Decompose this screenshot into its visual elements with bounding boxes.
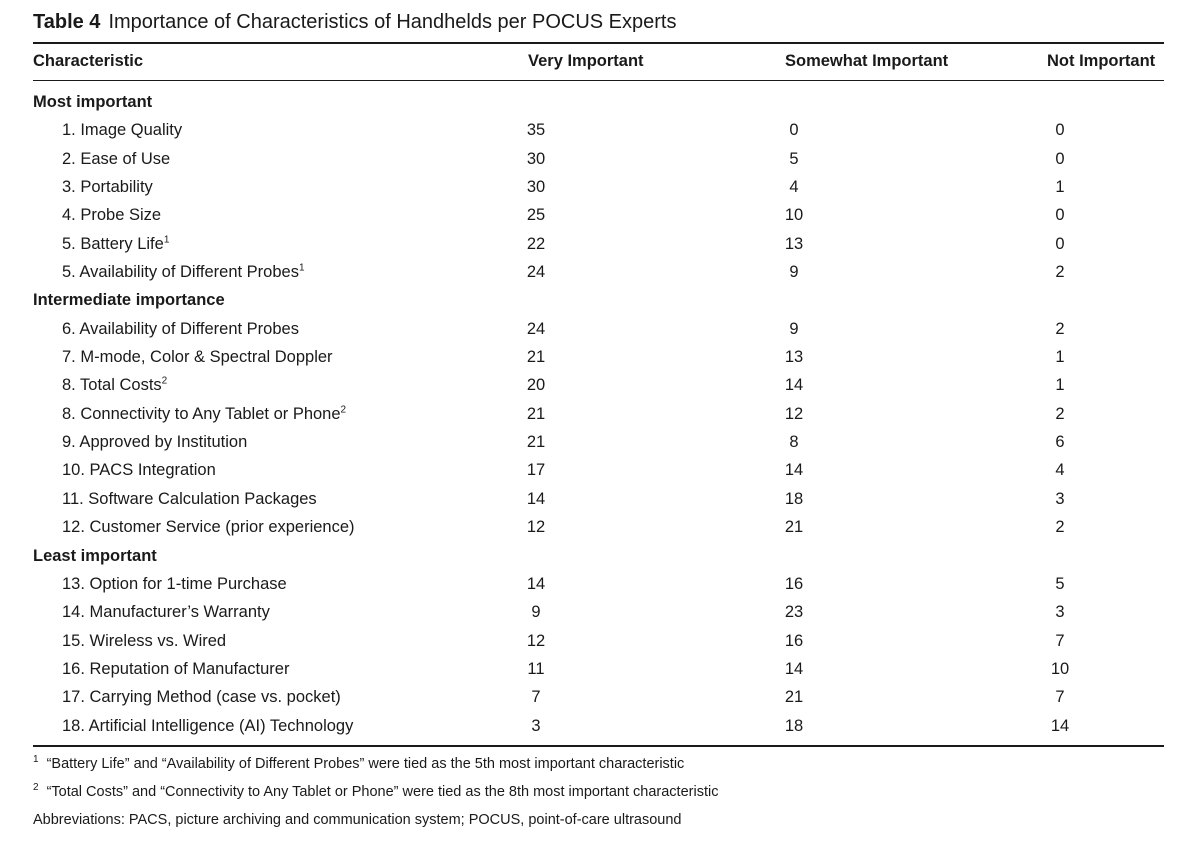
table-row xyxy=(0,712,1200,740)
characteristic-cell xyxy=(62,116,182,144)
not-important-cell: 7 xyxy=(1055,688,1065,707)
table-row xyxy=(0,201,1200,229)
not-important-cell: 7 xyxy=(1055,631,1065,650)
very-important-cell: 12 xyxy=(526,518,546,537)
somewhat-important-cell: 21 xyxy=(784,518,804,537)
very-important-cell: 9 xyxy=(531,603,541,622)
somewhat-important-cell: 21 xyxy=(784,688,804,707)
section-label xyxy=(33,542,157,570)
somewhat-important-cell: 18 xyxy=(784,716,804,735)
characteristic-cell xyxy=(62,201,161,229)
very-important-cell: 21 xyxy=(526,348,546,367)
somewhat-important-cell: 16 xyxy=(784,574,804,593)
somewhat-important-cell: 18 xyxy=(784,489,804,508)
table-row xyxy=(0,513,1200,541)
characteristic-cell xyxy=(62,428,247,456)
not-important-cell: 0 xyxy=(1055,149,1065,168)
table-row xyxy=(0,315,1200,343)
footnote-marker: 1 xyxy=(163,234,170,246)
footnote-2-mark: 2 xyxy=(33,782,39,794)
table-row xyxy=(0,116,1200,144)
very-important-cell: 12 xyxy=(526,631,546,650)
table-row xyxy=(0,428,1200,456)
characteristic-text: Most important xyxy=(33,93,153,111)
table-row xyxy=(0,400,1200,428)
header-very-important: Very Important xyxy=(528,52,644,70)
not-important-cell: 2 xyxy=(1055,518,1065,537)
somewhat-important-cell: 12 xyxy=(784,404,804,423)
very-important-cell: 17 xyxy=(526,461,546,480)
header-somewhat-important: Somewhat Important xyxy=(785,52,949,70)
characteristic-cell xyxy=(62,485,317,513)
table-row xyxy=(0,570,1200,598)
table-label: Table 4 xyxy=(33,11,101,33)
somewhat-important-cell: 10 xyxy=(784,206,804,225)
not-important-cell: 3 xyxy=(1055,489,1065,508)
characteristic-text: 6. Availability of Different Probes xyxy=(62,319,299,338)
header-rule xyxy=(33,80,1164,81)
characteristic-cell xyxy=(62,173,153,201)
characteristic-cell xyxy=(62,513,355,541)
not-important-cell: 2 xyxy=(1055,319,1065,338)
characteristic-text: 4. Probe Size xyxy=(62,206,162,225)
characteristic-text: 13. Option for 1-time Purchase xyxy=(62,574,287,593)
characteristic-cell xyxy=(62,655,289,683)
characteristic-text: 3. Portability xyxy=(62,178,153,197)
characteristic-cell xyxy=(62,145,170,173)
characteristic-text: 9. Approved by Institution xyxy=(62,433,248,452)
characteristic-cell xyxy=(62,683,341,711)
table-row xyxy=(0,456,1200,484)
somewhat-important-cell: 23 xyxy=(784,603,804,622)
somewhat-important-cell: 9 xyxy=(789,319,799,338)
not-important-cell: 4 xyxy=(1055,461,1065,480)
very-important-cell: 3 xyxy=(531,716,541,735)
very-important-cell: 20 xyxy=(526,376,546,395)
very-important-cell: 24 xyxy=(526,263,546,282)
section-label xyxy=(33,88,152,116)
somewhat-important-cell: 14 xyxy=(784,461,804,480)
footnote-marker: 2 xyxy=(161,375,168,387)
footnote-marker: 2 xyxy=(340,404,347,416)
characteristic-cell xyxy=(62,343,333,371)
not-important-cell: 1 xyxy=(1055,376,1065,395)
section-row xyxy=(0,286,1200,314)
characteristic-text: 2. Ease of Use xyxy=(62,149,171,168)
table-row xyxy=(0,485,1200,513)
very-important-cell: 14 xyxy=(526,489,546,508)
characteristic-text: 8. Connectivity to Any Tablet or Phone xyxy=(62,404,341,423)
characteristic-text: 15. Wireless vs. Wired xyxy=(62,631,227,650)
characteristic-text: 16. Reputation of Manufacturer xyxy=(62,659,290,678)
not-important-cell: 2 xyxy=(1055,263,1065,282)
header-characteristic: Characteristic xyxy=(33,52,144,70)
table-row xyxy=(0,258,1200,286)
very-important-cell: 14 xyxy=(526,574,546,593)
somewhat-important-cell: 4 xyxy=(789,178,799,197)
characteristic-text: Least important xyxy=(33,546,157,565)
table-row xyxy=(0,371,1200,399)
somewhat-important-cell: 9 xyxy=(789,263,799,282)
very-important-cell: 21 xyxy=(526,404,546,423)
not-important-cell: 1 xyxy=(1055,348,1065,367)
somewhat-important-cell: 8 xyxy=(789,433,799,452)
footnote-marker: 1 xyxy=(298,262,305,274)
table-row xyxy=(0,343,1200,371)
abbreviations-note: Abbreviations: PACS, picture archiving and communication system; POCUS, point-of-care ultrasound xyxy=(33,812,682,828)
characteristic-text: 18. Artificial Intelligence (AI) Technology xyxy=(62,716,354,735)
characteristic-cell xyxy=(62,371,167,399)
very-important-cell: 7 xyxy=(531,688,541,707)
bottom-rule xyxy=(33,745,1164,747)
somewhat-important-cell: 14 xyxy=(784,376,804,395)
very-important-cell: 35 xyxy=(526,121,546,140)
section-row xyxy=(0,88,1200,116)
somewhat-important-cell: 13 xyxy=(784,348,804,367)
not-important-cell: 2 xyxy=(1055,404,1065,423)
characteristic-text: 11. Software Calculation Packages xyxy=(62,489,317,508)
top-rule xyxy=(33,42,1164,44)
characteristic-cell xyxy=(62,456,216,484)
table-row xyxy=(0,145,1200,173)
table-footnotes xyxy=(33,750,718,834)
characteristic-text: 5. Battery Life xyxy=(62,234,164,253)
very-important-cell: 25 xyxy=(526,206,546,225)
characteristic-cell xyxy=(62,570,287,598)
characteristic-cell xyxy=(62,627,226,655)
characteristic-text: 8. Total Costs xyxy=(62,376,162,395)
very-important-cell: 22 xyxy=(526,234,546,253)
very-important-cell: 21 xyxy=(526,433,546,452)
characteristic-cell xyxy=(62,712,353,740)
very-important-cell: 30 xyxy=(526,178,546,197)
section-row xyxy=(0,542,1200,570)
table-title: Importance of Characteristics of Handhelds per POCUS Experts xyxy=(108,11,677,33)
characteristic-text: 14. Manufacturer’s Warranty xyxy=(62,603,270,622)
not-important-cell: 0 xyxy=(1055,234,1065,253)
characteristic-cell xyxy=(62,230,169,258)
footnote-1 xyxy=(33,750,718,778)
table-row xyxy=(0,655,1200,683)
table-row xyxy=(0,683,1200,711)
table-row xyxy=(0,173,1200,201)
table-body xyxy=(0,88,1200,740)
very-important-cell: 30 xyxy=(526,149,546,168)
characteristic-cell xyxy=(62,258,305,286)
somewhat-important-cell: 13 xyxy=(784,234,804,253)
characteristic-text: 10. PACS Integration xyxy=(62,461,216,480)
characteristic-text: 17. Carrying Method (case vs. pocket) xyxy=(62,688,341,707)
characteristic-text: Intermediate importance xyxy=(33,291,225,310)
not-important-cell: 0 xyxy=(1055,206,1065,225)
table-caption xyxy=(33,8,676,36)
table-row xyxy=(0,627,1200,655)
footnote-1-mark: 1 xyxy=(33,754,39,766)
table-row xyxy=(0,230,1200,258)
not-important-cell: 14 xyxy=(1050,716,1070,735)
characteristic-cell xyxy=(62,400,346,428)
characteristic-cell xyxy=(62,598,270,626)
somewhat-important-cell: 5 xyxy=(789,149,799,168)
very-important-cell: 24 xyxy=(526,319,546,338)
footnote-2-text: “Total Costs” and “Connectivity to Any Tablet or Phone” were tied as the 8th most important characteristic xyxy=(46,784,719,800)
not-important-cell: 0 xyxy=(1055,121,1065,140)
characteristic-text: 12. Customer Service (prior experience) xyxy=(62,518,355,537)
header-not-important: Not Important xyxy=(1047,52,1156,70)
somewhat-important-cell: 16 xyxy=(784,631,804,650)
section-label xyxy=(33,286,225,314)
very-important-cell: 11 xyxy=(527,659,545,678)
characteristic-text: 5. Availability of Different Probes xyxy=(62,263,299,282)
footnote-1-text: “Battery Life” and “Availability of Different Probes” were tied as the 5th most important characteristic xyxy=(46,756,685,772)
table-row xyxy=(0,598,1200,626)
not-important-cell: 3 xyxy=(1055,603,1065,622)
not-important-cell: 6 xyxy=(1055,433,1065,452)
somewhat-important-cell: 14 xyxy=(784,659,804,678)
somewhat-important-cell: 0 xyxy=(789,121,799,140)
not-important-cell: 5 xyxy=(1055,574,1065,593)
not-important-cell: 1 xyxy=(1055,178,1065,197)
footnote-2 xyxy=(33,778,718,806)
characteristic-text: 7. M-mode, Color & Spectral Doppler xyxy=(62,348,333,367)
not-important-cell: 10 xyxy=(1050,659,1070,678)
characteristic-cell xyxy=(62,315,299,343)
characteristic-text: 1. Image Quality xyxy=(62,121,183,140)
